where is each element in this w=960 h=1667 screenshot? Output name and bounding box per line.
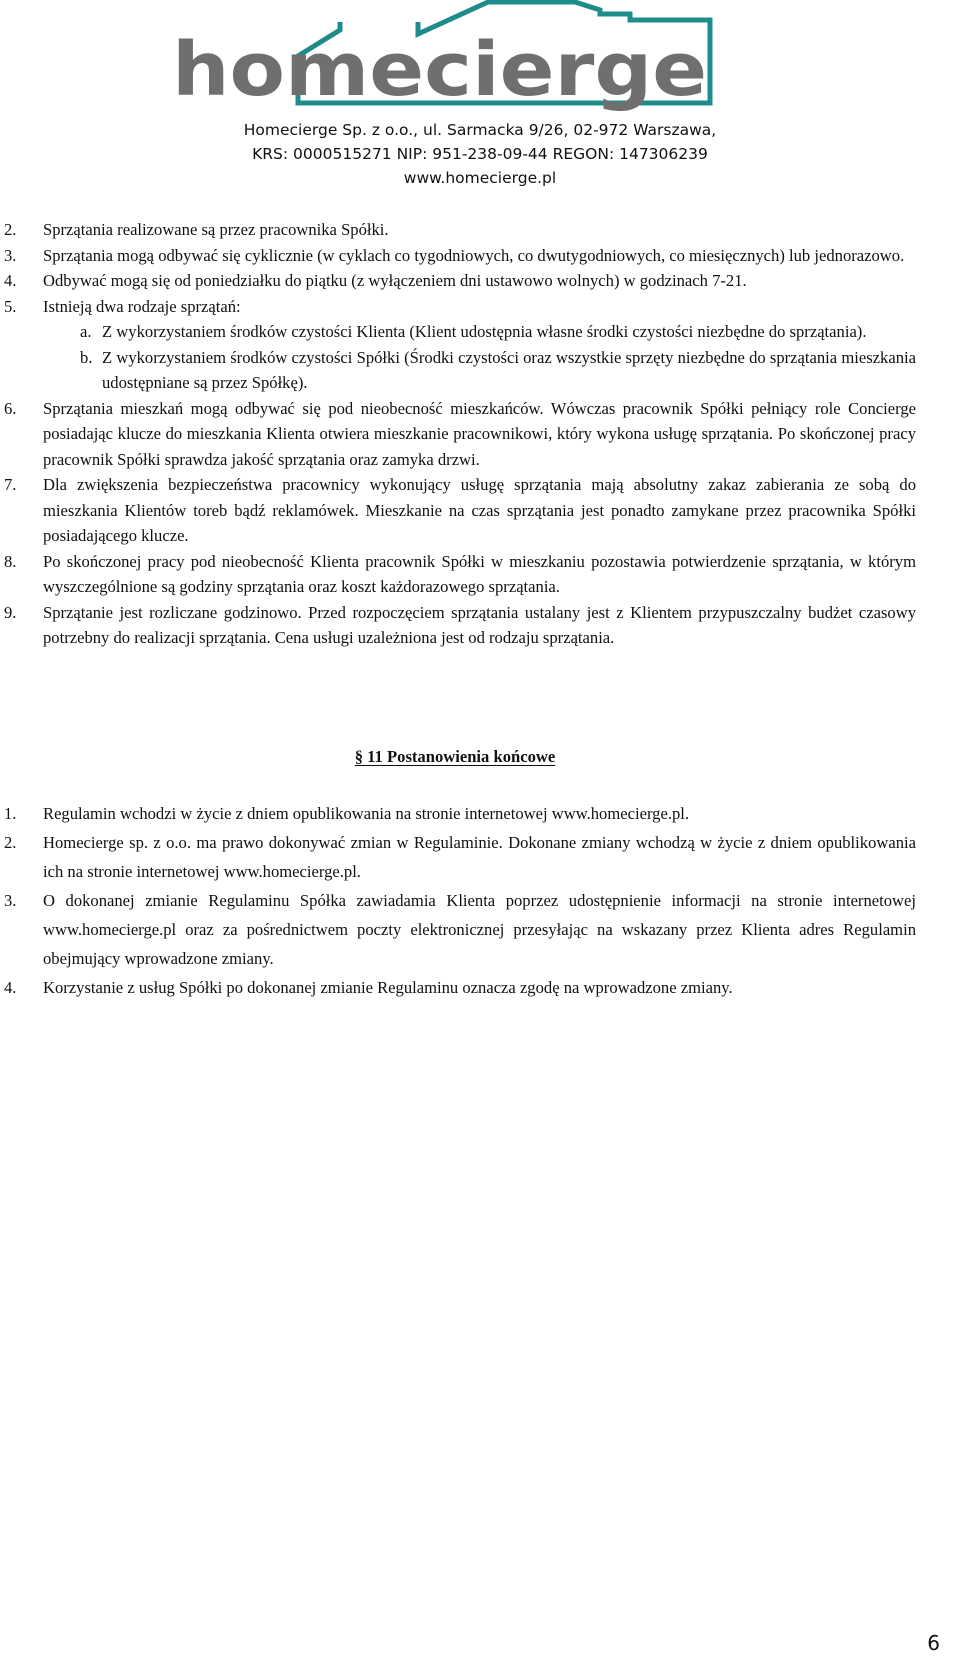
list-item-number: 7. [4,475,17,494]
list-item [0,294,916,320]
company-info [0,118,960,190]
sublist-item-letter: a. [80,322,92,341]
sublist-item [0,345,916,396]
company-registry: KRS: 0000515271 NIP: 951-238-09-44 REGON: 147306239 [252,145,708,163]
document-header [0,0,960,200]
list-item [0,268,916,294]
list-item [0,973,916,1002]
list-item-number: 5. [4,296,17,316]
sublist-item-text: Z wykorzystaniem środków czystości Klienta (Klient udostępnia własne środki czystości niezbędne do sprzątania). [102,322,867,341]
company-address: Homecierge Sp. z o.o., ul. Sarmacka 9/26, 02-972 Warszawa, [243,121,717,139]
main-content [0,217,960,651]
list-item-number: 9. [4,602,17,622]
list-item [0,472,916,549]
section-heading-text: § 11 Postanowienia końcowe [354,747,556,766]
list-item-text: Sprzątania mogą odbywać się cyklicznie (w cyklach co tygodniowych, co dwutygodniowych, co miesięcznych) lub jednorazowo. [43,245,905,265]
list-item-number: 4. [4,271,17,290]
list-item [0,886,916,973]
list-item-number: 1. [4,804,17,823]
company-website: www.homecierge.pl [403,169,557,187]
list-item-number: 2. [4,833,17,852]
section-heading [0,744,910,769]
sublist-item-letter: b. [80,347,93,367]
list-item-text: Sprzątania mieszkań mogą odbywać się pod nieobecność mieszkańców. Wówczas pracownik Spółki pełniący role Concierge posiadając klucze do mieszkania Klienta otwiera mieszkanie pracownikowi, który wykona usługę sprzątania. Po skończonej pracy pracownik Spółki sprawdza jakość sprzątania oraz zamyka drzwi. [43,398,916,469]
list-item-number: 4. [4,978,17,997]
list-item [0,396,916,473]
list-item-number: 6. [4,398,17,418]
list-item-text: Sprzątania realizowane są przez pracownika Spółki. [43,220,389,239]
sublist-item-text: Z wykorzystaniem środków czystości Spółki (Środki czystości oraz wszystkie sprzęty niezbędne do sprzątania mieszkania udostępniane są przez Spółkę). [102,347,916,392]
list-item-text: Odbywać mogą się od poniedziałku do piątku (z wyłączeniem dni ustawowo wolnych) w godzinach 7-21. [43,271,747,290]
list-item-text: Korzystanie z usług Spółki po dokonanej zmianie Regulaminu oznacza zgodę na wprowadzone zmiany. [43,978,733,997]
final-provisions [0,799,960,1002]
list-item [0,549,916,600]
homecierge-logo [170,0,745,118]
list-item [0,243,916,269]
sublist-item [0,319,916,345]
list-item-number: 2. [4,220,17,239]
list-item-text: Homecierge sp. z o.o. ma prawo dokonywać zmian w Regulaminie. Dokonane zmiany wchodzą w życie z dniem opublikowania ich na stronie internetowej www.homecierge.pl. [43,833,916,881]
list-item-number: 3. [4,891,17,910]
list-item-text: Istnieją dwa rodzaje sprzątań: [43,296,241,316]
list-item [0,600,916,651]
list-item-number: 8. [4,551,17,571]
page-number: 6 [927,1631,940,1655]
list-item [0,799,916,828]
list-item-text: O dokonanej zmianie Regulaminu Spółka zawiadamia Klienta poprzez udostępnienie informacji na stronie internetowej www.homecierge.pl oraz za pośrednictwem poczty elektronicznej przesyłając na wskazany przez Klienta adres Regulamin obejmujący wprowadzone zmiany. [43,891,916,968]
list-item-text: Po skończonej pracy pod nieobecność Klienta pracownik Spółki w mieszkaniu pozostawia potwierdzenie sprzątania, w którym wyszczególnione są godziny sprzątania oraz koszt każdorazowego sprzątania. [43,551,916,596]
list-item-text: Sprzątanie jest rozliczane godzinowo. Przed rozpoczęciem sprzątania ustalany jest z Klientem przypuszczalny budżet czasowy potrzebny do realizacji sprzątania. Cena usługi uzależniona jest od rodzaju sprzątania. [43,602,916,647]
list-item-text: Dla zwiększenia bezpieczeństwa pracownicy wykonujący usługę sprzątania mają absolutny zakaz zabierania ze sobą do mieszkania Klientów toreb bądź reklamówek. Mieszkanie na czas sprzątania jest ponadto zamykane przez pracownika Spółki posiadającego klucze. [43,475,916,545]
list-item-number: 3. [4,245,17,265]
logo-wordmark: homecierge [172,27,707,113]
list-item-text: Regulamin wchodzi w życie z dniem opublikowania na stronie internetowej www.homecierge.pl. [43,804,690,823]
list-item [0,828,916,886]
list-item [0,217,916,243]
